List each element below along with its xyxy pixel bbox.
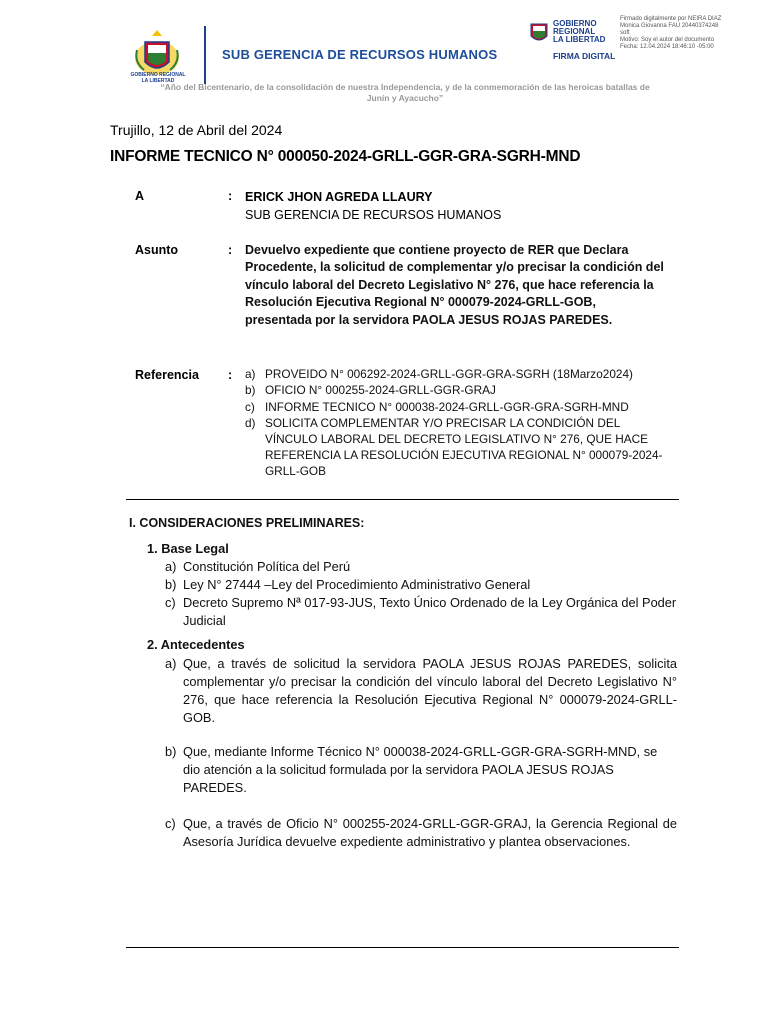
subject-label: Asunto (135, 243, 179, 257)
list-text: Que, mediante Informe Técnico N° 000038-2024-GRLL-GGR-GRA-SGRH-MND, se dio atención a la solicitud formulada por la servidora PAOLA JESUS ROJAS PAREDES. (183, 744, 658, 795)
list-marker: a) (165, 656, 177, 671)
list-text: Que, a través de Oficio N° 000255-2024-GRLL-GGR-GRAJ, la Gerencia Regional de Asesoría Jurídica devuelve expediente administrativo y plantea observaciones. (183, 816, 677, 849)
sig-detail-4: Motivo: Soy el autor del documento (620, 37, 715, 43)
list-item (165, 576, 677, 594)
section-divider (126, 499, 679, 500)
list-text: Constitución Política del Perú (183, 559, 351, 574)
sig-detail-2: Monica Giovanna FAU 20440374248 (620, 23, 719, 29)
subject-colon: : (228, 243, 233, 257)
year-motto (140, 82, 670, 104)
sig-detail-3: soft (620, 30, 630, 36)
list-item (165, 815, 677, 869)
to-name: ERICK JHON AGREDA LLAURY (245, 190, 433, 204)
signature-details (620, 16, 750, 51)
office-title: SUB GERENCIA DE RECURSOS HUMANOS (222, 47, 498, 62)
reference-item (245, 399, 665, 415)
motto-line-1: “Año del Bicentenario, de la consolidación de nuestra Independencia, y de la conmemoración de las heroicas batallas de (160, 82, 650, 92)
sig-detail-5: Fecha: 12.04.2024 18:46:10 -05:00 (620, 44, 714, 50)
reference-label: Referencia (135, 368, 199, 382)
reference-item (245, 415, 665, 481)
to-office: SUB GERENCIA DE RECURSOS HUMANOS (245, 208, 502, 222)
list-item (165, 594, 677, 630)
list-marker: c) (165, 816, 176, 831)
digital-signature-label: FIRMA DIGITAL (553, 51, 616, 61)
to-label: A (135, 189, 145, 203)
list-item (165, 558, 677, 576)
reference-marker: d) (245, 416, 256, 430)
section-heading: I. CONSIDERACIONES PRELIMINARES: (129, 516, 365, 530)
reference-text: SOLICITA COMPLEMENTAR Y/O PRECISAR LA CONDICIÓN DEL VÍNCULO LABORAL DEL DECRETO LEGISLATIVO N° 276, QUE HACE REFERENCIA LA RESOLUCIÓN EJECUTIVA REGIONAL N° 000079-2024-GRLL-GOB (265, 416, 663, 478)
reference-item (245, 366, 665, 382)
background-heading: 2. Antecedentes (147, 637, 245, 652)
reference-colon: : (228, 368, 233, 382)
list-item (165, 655, 677, 727)
document-date: Trujillo, 12 de Abril del 2024 (110, 122, 283, 138)
header-divider (204, 26, 206, 84)
reference-item (245, 382, 665, 398)
reference-marker: c) (245, 400, 255, 414)
list-marker: b) (165, 744, 177, 759)
list-marker: b) (165, 577, 177, 592)
reference-text: PROVEIDO N° 006292-2024-GRLL-GGR-GRA-SGRH (18Marzo2024) (265, 367, 633, 381)
list-marker: c) (165, 595, 176, 610)
to-colon: : (228, 189, 233, 203)
reference-text: OFICIO N° 000255-2024-GRLL-GGR-GRAJ (265, 383, 496, 397)
footer-divider (126, 947, 679, 948)
list-text: Decreto Supremo Nª 017-93-JUS, Texto Único Ordenado de la Ley Orgánica del Poder Judicial (183, 595, 677, 628)
reference-marker: a) (245, 367, 256, 381)
legal-base-heading: 1. Base Legal (147, 541, 229, 556)
sig-org-line-1: GOBIERNO (553, 19, 597, 28)
list-text: Ley N° 27444 –Ley del Procedimiento Administrativo General (183, 577, 531, 592)
sig-org-line-3: LA LIBERTAD (553, 35, 606, 44)
signature-org-name (553, 20, 605, 44)
report-title: INFORME TECNICO N° 000050-2024-GRLL-GGR-GRA-SGRH-MND (110, 148, 581, 165)
list-text: Que, a través de solicitud la servidora PAOLA JESUS ROJAS PAREDES, solicita complementar y/o precisar la condición del vínculo laboral del Decreto Legislativo N° 276, que hace referencia la Resolución Ejecutiva Regional N° 000079-2024-GRLL-GOB. (183, 656, 677, 725)
motto-line-2: Junín y Ayacucho” (366, 93, 444, 103)
reference-marker: b) (245, 383, 256, 397)
subject-text: Devuelvo expediente que contiene proyecto de RER que Declara Procedente, la solicitud de complementar y/o precisar la condición del vínculo laboral del Decreto Legislativo N° 276, que hace referencia la Resolución Ejecutiva Regional N° 000079-2024-GRLL-GOB, presentada por la servidora PAOLA JESUS ROJAS PAREDES. (245, 243, 664, 327)
sig-org-line-2: REGIONAL (553, 27, 596, 36)
reference-text: INFORME TECNICO N° 000038-2024-GRLL-GGR-GRA-SGRH-MND (265, 400, 629, 414)
sig-detail-1: Firmado digitalmente por NEIRA DIAZ (620, 16, 722, 22)
signature-crest-icon (528, 20, 550, 46)
list-marker: a) (165, 559, 177, 574)
list-item (165, 743, 677, 797)
crest-caption: GOBIERNO REGIONAL LA LIBERTAD (130, 72, 186, 84)
